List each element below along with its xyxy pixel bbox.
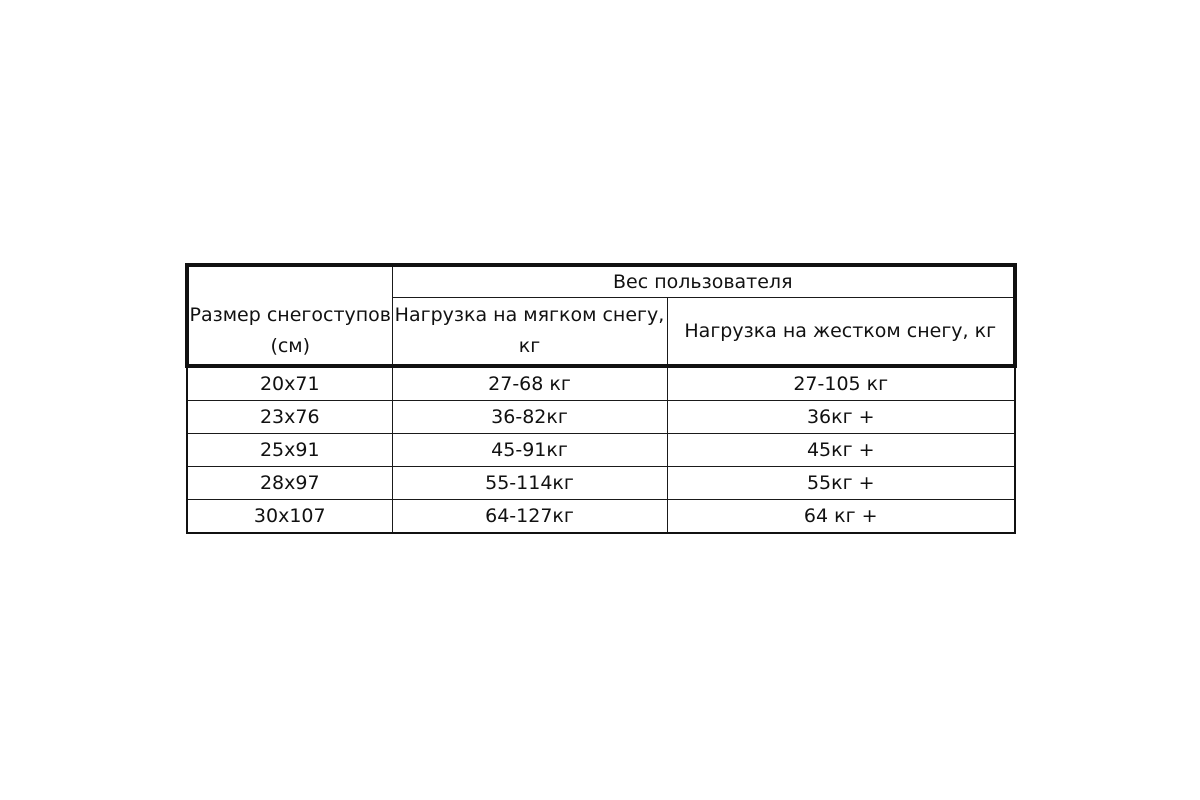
table-row <box>187 434 1015 467</box>
cell-size: 28x97 <box>187 467 392 500</box>
cell-soft: 27-68 кг <box>392 366 667 401</box>
cell-size: 23x76 <box>187 401 392 434</box>
header-hard-snow: Нагрузка на жестком снегу, кг <box>667 298 1015 367</box>
snowshoe-size-table <box>185 263 1017 534</box>
cell-size: 20x71 <box>187 366 392 401</box>
cell-soft: 55-114кг <box>392 467 667 500</box>
table-header <box>187 265 1015 366</box>
header-size: Размер снегоступов (см) <box>187 265 392 366</box>
header-row-group <box>187 265 1015 298</box>
table-row <box>187 366 1015 401</box>
cell-size: 25x91 <box>187 434 392 467</box>
table-body <box>187 366 1015 533</box>
header-soft-snow: Нагрузка на мягком снегу, кг <box>392 298 667 367</box>
cell-size: 30x107 <box>187 500 392 534</box>
cell-soft: 64-127кг <box>392 500 667 534</box>
cell-hard: 64 кг + <box>667 500 1015 534</box>
cell-hard: 27-105 кг <box>667 366 1015 401</box>
cell-soft: 45-91кг <box>392 434 667 467</box>
snowshoe-size-table-container <box>185 263 1013 534</box>
table-row <box>187 467 1015 500</box>
cell-hard: 45кг + <box>667 434 1015 467</box>
cell-hard: 55кг + <box>667 467 1015 500</box>
cell-hard: 36кг + <box>667 401 1015 434</box>
table-row <box>187 500 1015 534</box>
table-row <box>187 401 1015 434</box>
header-user-weight: Вес пользователя <box>392 265 1015 298</box>
cell-soft: 36-82кг <box>392 401 667 434</box>
